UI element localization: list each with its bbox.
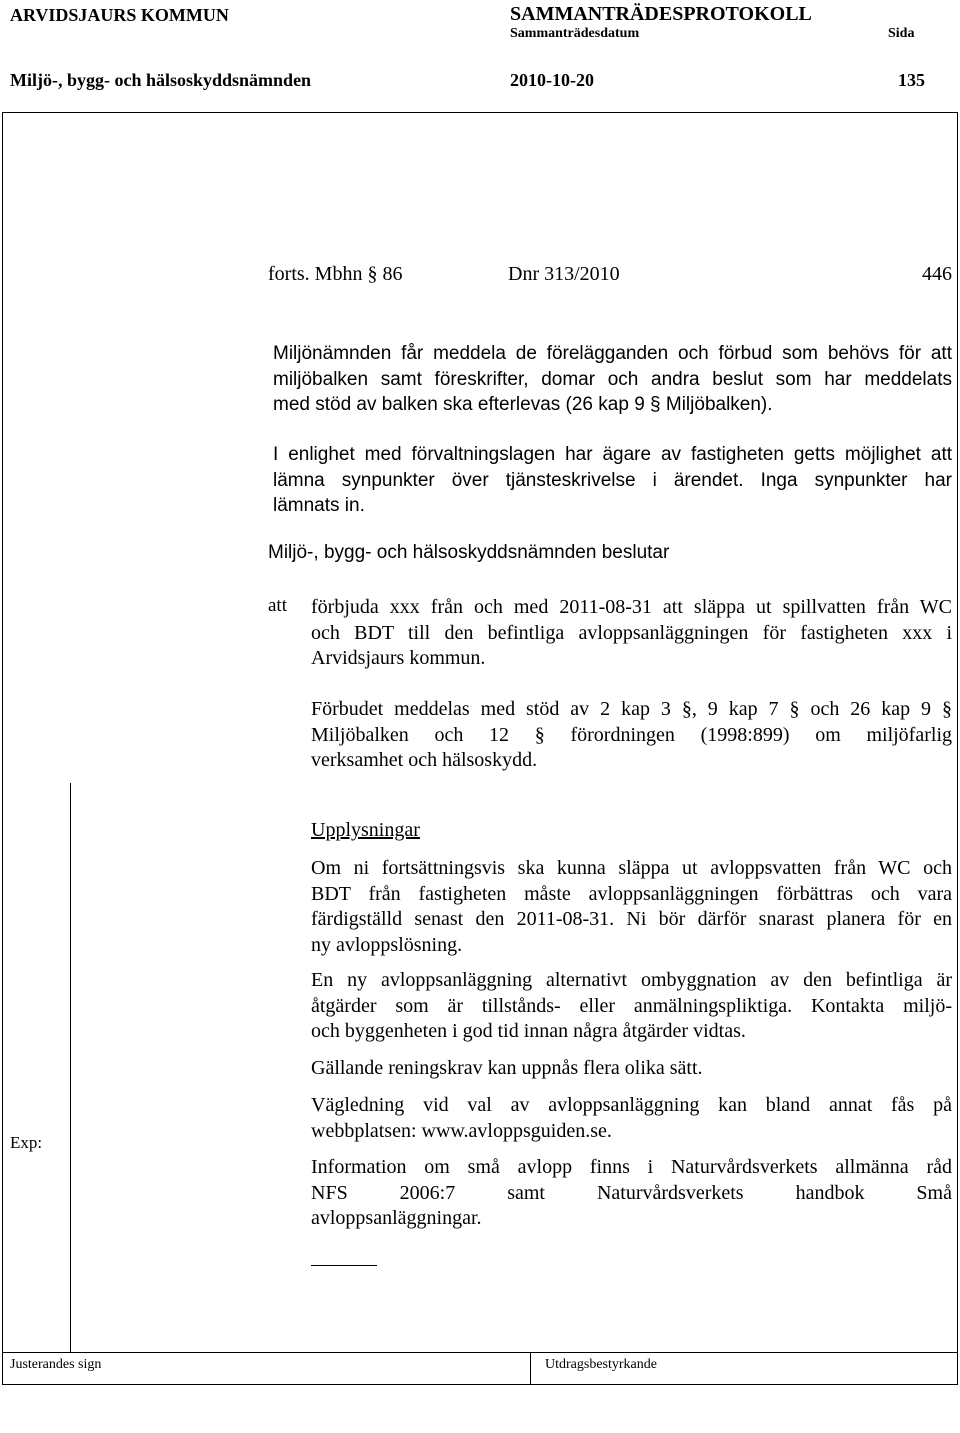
text-line: Information om små avlopp finns i Naturvårdsverkets allmänna råd: [311, 1156, 952, 1178]
footer-divider: [530, 1352, 531, 1384]
text-line: Arvidsjaurs kommun.: [311, 647, 486, 669]
text-line: webbplatsen: www.avloppsguiden.se.: [311, 1119, 612, 1142]
text-line: Förbudet meddelas med stöd av 2 kap 3 §, 9 kap 7 § och 26 kap 9 §: [311, 698, 952, 720]
text-line: NFS 2006:7 samt Naturvårdsverkets handbok Små: [311, 1181, 952, 1204]
frame-top-line: [2, 112, 958, 113]
case-number: 446: [922, 263, 952, 285]
text-line: avloppsanläggningar.: [311, 1207, 482, 1229]
decision-basis: [311, 697, 952, 774]
text-line: lämnats in.: [273, 495, 365, 516]
text-line: I enlighet med förvaltningslagen har ägare av fastigheten getts möjlighet att: [273, 444, 952, 465]
text-line: ny avloppslösning.: [311, 933, 463, 956]
text-line: och byggenheten i god tid innan några åtgärder vidtas.: [311, 1020, 746, 1042]
text-line: färdigställd senast den 2011-08-31. Ni bör därför snarast planera för en: [311, 908, 952, 930]
page-label: Sida: [888, 26, 915, 41]
text-line: förbjuda xxx från och med 2011-08-31 att släppa ut spillvatten från WC: [311, 596, 952, 618]
expedition-label: Exp:: [10, 1133, 43, 1152]
footer-left-line: [2, 1352, 3, 1384]
margin-divider: [70, 783, 71, 1353]
text-line: Vägledning vid val av avloppsanläggning kan bland annat fås på: [311, 1094, 952, 1116]
signature-label: Justerandes sign: [10, 1357, 102, 1372]
info-paragraph: [311, 1093, 952, 1144]
text-line: En ny avloppsanläggning alternativt ombyggnation av den befintliga är: [311, 969, 952, 991]
section-reference: forts. Mbhn § 86: [268, 263, 403, 285]
text-line: Gällande reningskrav kan uppnås flera olika sätt.: [311, 1057, 703, 1079]
text-line: Miljöbalken och 12 § förordningen (1998:899) om miljöfarlig: [311, 723, 952, 746]
text-line: och BDT till den befintliga avloppsanläggningen för fastigheten xxx i: [311, 621, 952, 644]
footer-right-line: [957, 1352, 958, 1384]
page-number: 135: [898, 70, 925, 90]
text-line: verksamhet och hälsoskydd.: [311, 749, 538, 771]
text-line: Miljönämnden får meddela de förelägganden och förbud som behövs för att: [273, 343, 952, 364]
text-line: miljöbalken samt föreskrifter, domar och andra beslut som har meddelats: [273, 368, 952, 390]
certification-label: Utdragsbestyrkande: [545, 1357, 657, 1372]
text-line: åtgärder som är tillstånds- eller anmälningspliktiga. Kontakta miljö-: [311, 994, 952, 1017]
board-name: Miljö-, bygg- och hälsoskyddsnämnden: [10, 70, 312, 90]
decision-att: att: [268, 595, 287, 616]
info-paragraph: [311, 1056, 952, 1082]
paragraph-consultation: [273, 442, 952, 519]
organization-name: ARVIDSJAURS KOMMUN: [10, 5, 229, 25]
text-line: lämna synpunkter över tjänsteskrivelse i ärendet. Inga synpunkter har: [273, 469, 952, 491]
frame-bottom-line: [2, 1352, 958, 1353]
text-line: Om ni fortsättningsvis ska kunna släppa ut avloppsvatten från WC och: [311, 857, 952, 879]
footer-bottom-line: [2, 1384, 958, 1385]
text-line: BDT från fastigheten måste avloppsanläggningen förbättras och vara: [311, 882, 952, 905]
info-heading: Upplysningar: [311, 819, 420, 841]
case-dnr: Dnr 313/2010: [508, 263, 620, 285]
end-rule: [311, 1265, 377, 1266]
document-type: SAMMANTRÄDESPROTOKOLL: [510, 3, 812, 25]
info-paragraph: [311, 856, 952, 958]
meeting-date-label: Sammanträdesdatum: [510, 26, 640, 41]
frame-left-line: [2, 112, 3, 1353]
decision-text: [311, 595, 952, 672]
decision-title: Miljö-, bygg- och hälsoskyddsnämnden beslutar: [268, 542, 670, 563]
text-line: med stöd av balken ska efterlevas (26 kap 9 § Miljöbalken).: [273, 394, 773, 415]
info-paragraph: [311, 1155, 952, 1232]
frame-right-line: [957, 112, 958, 1353]
paragraph-legal-basis: [273, 341, 952, 418]
info-paragraph: [311, 968, 952, 1045]
meeting-date: 2010-10-20: [510, 70, 594, 90]
